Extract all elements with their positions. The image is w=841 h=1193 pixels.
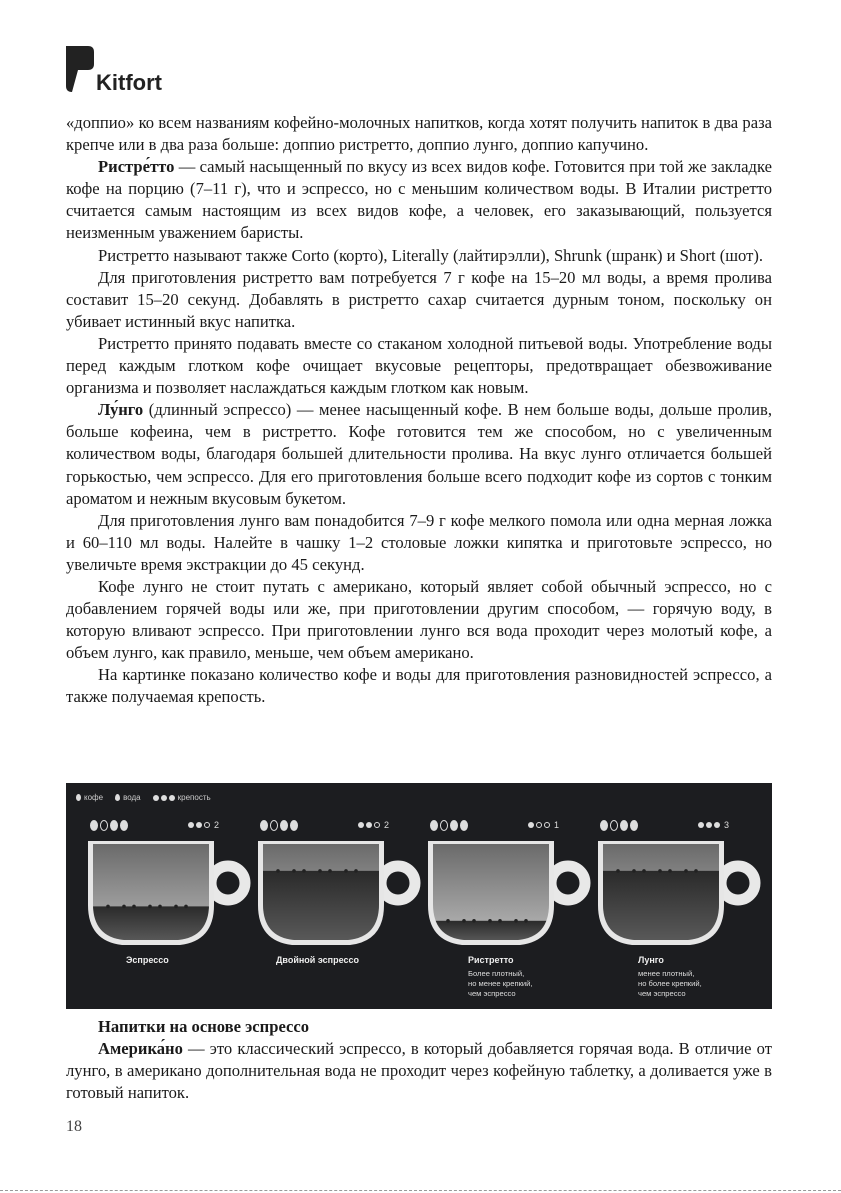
cup-note-line: чем эспрессо [468, 989, 516, 998]
crema-bubble [524, 919, 528, 923]
crema-bubble [514, 919, 518, 923]
coffee-bean-icon [460, 820, 468, 831]
cup-note-line: менее плотный, [638, 969, 695, 978]
crema-bubble [658, 869, 662, 873]
strength-dot [188, 822, 194, 828]
cup-label: Лунго [638, 955, 664, 965]
strength-dot [714, 822, 720, 828]
paragraph [66, 576, 772, 664]
crema-bubble [616, 869, 620, 873]
cup-ingredients-indicator [90, 820, 128, 831]
paragraph [66, 1038, 772, 1104]
cup-strength [528, 820, 559, 830]
paragraph-text: Кофе лунго не стоит путать с американо, который являет собой обычный эспрессо, но с добавлением горячей воды или же, при приготовлении другим способом, — горячую воду, в которую вливают эспрессо. При приготовлении лунго вся вода проходит через молотый кофе, а объем лунго, как правило, меньше, чем объем американо. [66, 576, 772, 663]
crema-bubble [694, 869, 698, 873]
cup-strength [188, 820, 219, 830]
crema-bubble [148, 905, 152, 909]
water-drop-icon [440, 820, 448, 831]
term: Лу́нго [98, 400, 144, 420]
brand-logo [66, 46, 162, 95]
cup-ingredients-indicator [600, 820, 638, 831]
paragraph-text: — это классический эспрессо, в который добавляется горячая вода. В отличие от лунго, в американо дополнительная вода не проходит через кофейную таблетку, а доливается уже в готовый напиток. [66, 1039, 772, 1103]
strength-value: 3 [724, 820, 730, 830]
crema-bubble [122, 905, 126, 909]
paragraph [66, 333, 772, 399]
paragraph [66, 245, 772, 267]
crema-bubble [344, 869, 348, 873]
cup-handle [551, 866, 585, 900]
cup [428, 841, 585, 945]
cup-note [468, 969, 533, 999]
paragraph-text: (длинный эспрессо) — менее насыщенный кофе. В нем больше воды, дольше пролив, больше кофеина, чем в ристретто. Кофе готовится тем же способом, но с увеличенным количеством воды, благодаря большей длительности пролива. На вкус лунго отличается большей горькостью, чем эспрессо. Для его приготовления больше всего подходит кофе из сортов с тонким ароматом и нежным вкусовым букетом. [66, 400, 772, 508]
crema-bubble [462, 919, 466, 923]
crema-bubble [292, 869, 296, 873]
after-text [66, 1016, 772, 1104]
paragraph-text: Ристретто называют также Corto (корто), Literally (лайтирэлли), Shrunk (шранк) и Short (шот). [98, 245, 764, 265]
kitfort-logo-icon [66, 46, 94, 92]
paragraph [66, 399, 772, 509]
crema-bubble [684, 869, 688, 873]
legend-coffee: кофе [84, 793, 104, 802]
coffee-bean-icon [620, 820, 628, 831]
paragraph [66, 664, 772, 708]
coffee-bean-icon [90, 820, 98, 831]
term: Америка́но [98, 1039, 183, 1059]
page-bottom-rule [0, 1190, 841, 1191]
coffee-liquid [263, 871, 379, 942]
paragraph-text: — самый насыщенный по вкусу из всех видов кофе. Готовится при той же закладке кофе на порцию (7–11 г), что и эспрессо, но с меньшим количеством воды. В Италии ристретто считается самым настоящим из всех видов кофе, а человек, его заказывающий, пользуется неизменным уважением баристы. [66, 157, 772, 243]
crema-bubble [668, 869, 672, 873]
coffee-bean-icon [290, 820, 298, 831]
crema-bubble [318, 869, 322, 873]
crema-bubble [642, 869, 646, 873]
paragraph-text: Для приготовления лунго вам понадобится 7–9 г кофе мелкого помола или одна мерная ложка и 60–110 мл воды. Налейте в чашку 1–2 столовые ложки кипятка и приготовьте эспрессо, но увеличьте время экстракции до 45 секунд. [66, 510, 772, 574]
crema-bubble [276, 869, 280, 873]
crema-bubble [632, 869, 636, 873]
paragraph [66, 267, 772, 333]
strength-value: 2 [384, 820, 390, 830]
cup-note-line: но более крепкий, [638, 979, 702, 988]
cup-strength [358, 820, 389, 830]
strength-dot [544, 822, 550, 828]
paragraph-text: «доппио» ко всем названиям кофейно-молочных напитков, когда хотят получить напиток в два раза крепче или в два раза больше: доппио ристретто, доппио лунго, доппио капучино. [66, 113, 772, 155]
strength-value: 2 [214, 820, 220, 830]
crema-bubble [472, 919, 476, 923]
cup-note [638, 969, 702, 999]
term: Ристре́тто [98, 157, 175, 177]
paragraph [66, 112, 772, 156]
legend-strength: крепость [177, 793, 211, 802]
crema-bubble [184, 905, 188, 909]
crema-bubble [106, 905, 110, 909]
paragraph-text: Ристретто принято подавать вместе со стаканом холодной питьевой воды. Употребление воды перед каждым глотком кофе очищает вкусовые рецепторы, предотвращает обезвоживание организма и позволяет наслаждаться каждым глотком как новым. [66, 333, 772, 398]
cup-ingredients-indicator [430, 820, 468, 831]
strength-dot [706, 822, 712, 828]
strength-dot [528, 822, 534, 828]
coffee-bean-icon [280, 820, 288, 831]
strength-dot [204, 822, 210, 828]
brand-name: Kitfort [96, 70, 162, 95]
crema-bubble [488, 919, 492, 923]
crema-bubble [158, 905, 162, 909]
body-text [66, 112, 772, 709]
strength-dot [698, 822, 704, 828]
crema-bubble [132, 905, 136, 909]
cup-note-line: Более плотный, [468, 969, 525, 978]
cup-strength [698, 820, 729, 830]
cup-ingredients-indicator [260, 820, 298, 831]
cup [258, 841, 415, 945]
coffee-bean-icon [630, 820, 638, 831]
legend-water: вода [123, 793, 141, 802]
cup [88, 841, 245, 945]
cup-label: Эспрессо [126, 955, 169, 965]
crema-bubble [302, 869, 306, 873]
espresso-figure [66, 783, 772, 1009]
water-drop-icon [610, 820, 618, 831]
water-drop-icon [100, 820, 108, 831]
coffee-bean-icon [120, 820, 128, 831]
coffee-bean-icon [110, 820, 118, 831]
strength-dot [374, 822, 380, 828]
cup-handle [211, 866, 245, 900]
crema-bubble [354, 869, 358, 873]
crema-bubble [498, 919, 502, 923]
coffee-bean-icon [450, 820, 458, 831]
coffee-bean-icon [260, 820, 268, 831]
paragraph [66, 1016, 772, 1038]
cup-handle [721, 866, 755, 900]
cup-label: Двойной эспрессо [276, 955, 360, 965]
strength-dot [358, 822, 364, 828]
coffee-liquid [603, 871, 719, 942]
cup-label: Ристретто [468, 955, 514, 965]
crema-bubble [328, 869, 332, 873]
cup-note-line: чем эспрессо [638, 989, 686, 998]
crema-bubble [174, 905, 178, 909]
strength-value: 1 [554, 820, 560, 830]
strength-dot [196, 822, 202, 828]
water-drop-icon [270, 820, 278, 831]
crema-bubble [446, 919, 450, 923]
cup [598, 841, 755, 945]
coffee-bean-icon [430, 820, 438, 831]
paragraph [66, 156, 772, 244]
strength-dot [366, 822, 372, 828]
paragraph-text: На картинке показано количество кофе и воды для приготовления разновидностей эспрессо, а также получаемая крепость. [66, 665, 772, 707]
page-number: 18 [66, 1118, 82, 1135]
paragraph-text: Для приготовления ристретто вам потребуется 7 г кофе на 15–20 мл воды, а время пролива составит 15–20 секунд. Добавлять в ристретто сахар считается дурным тоном, поскольку он убивает истинный вкус напитка. [66, 267, 772, 331]
paragraph [66, 510, 772, 576]
coffee-bean-icon [600, 820, 608, 831]
cup-note-line: но менее крепкий, [468, 979, 533, 988]
term: Напитки на основе эспрессо [98, 1017, 310, 1036]
strength-dot [536, 822, 542, 828]
cup-handle [381, 866, 415, 900]
